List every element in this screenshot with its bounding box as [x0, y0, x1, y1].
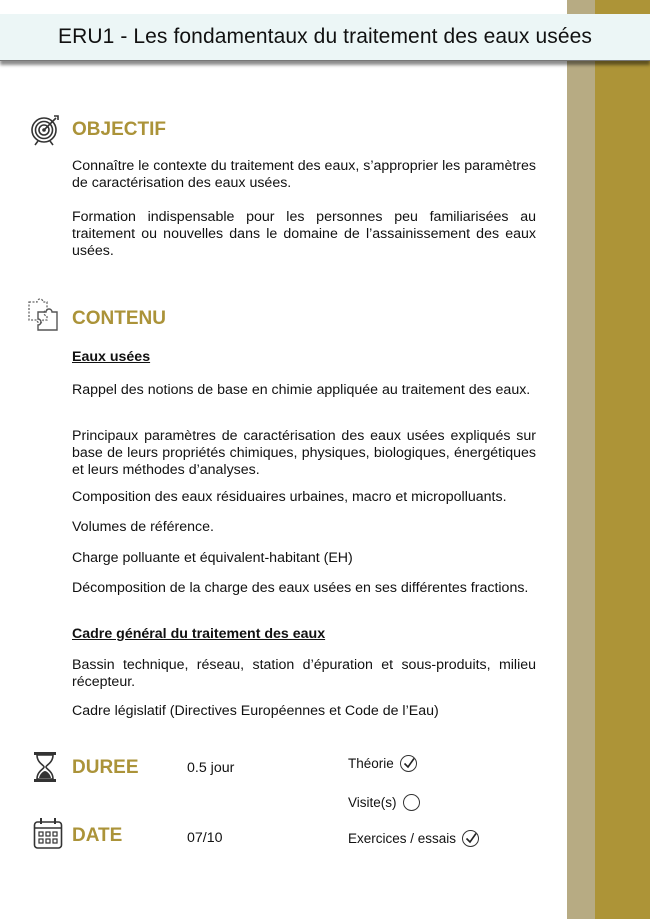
contenu-item-6: Décomposition de la charge des eaux usées en ses différentes fractions.: [72, 580, 529, 596]
page-title: ERU1 - Les fondamentaux du traitement des eaux usées: [57, 25, 592, 48]
duree-heading: [72, 757, 139, 779]
checked-circle-icon[interactable]: [462, 830, 479, 847]
check-exercices-label: Exercices / essais: [348, 831, 457, 846]
contenu-item-5: Charge polluante et équivalent-habitant (EH): [72, 550, 353, 566]
contenu-item-3: Composition des eaux résiduaires urbaines, macro et micropolluants.: [72, 489, 507, 505]
contenu-item-7: Bassin technique, réseau, station d’épuration et sous-produits, milieu récepteur.: [72, 657, 536, 690]
calendar-icon: [33, 817, 63, 850]
contenu-item-8: Cadre législatif (Directives Européennes et Code de l’Eau): [72, 703, 439, 719]
objectif-paragraph-2: Formation indispensable pour les personnes peu familiarisées au traitement ou nouvelles dans le domaine de l’assainissement des eaux usées.: [72, 209, 536, 259]
decorative-stripe-light: [567, 0, 595, 919]
contenu-title: CONTENU: [72, 308, 166, 329]
contenu-item-1: Rappel des notions de base en chimie appliquée au traitement des eaux.: [72, 382, 531, 398]
contenu-heading: [72, 308, 166, 330]
contenu-item-4: Volumes de référence.: [72, 519, 214, 535]
check-visites-label: Visite(s): [348, 795, 397, 810]
puzzle-icon: [26, 298, 60, 332]
duree-value: 0.5 jour: [187, 760, 235, 776]
subheading-cadre-general: Cadre général du traitement des eaux: [72, 626, 326, 642]
objectif-paragraph-1: Connaître le contexte du traitement des eaux, s’approprier les paramètres de caractérisation des eaux usées.: [72, 158, 536, 191]
check-visites[interactable]: [348, 794, 420, 811]
target-icon: [30, 114, 60, 146]
check-theorie-label: Théorie: [348, 756, 394, 771]
unchecked-circle-icon[interactable]: [403, 794, 420, 811]
objectif-heading: [72, 119, 166, 141]
contenu-item-2: Principaux paramètres de caractérisation des eaux usées expliqués sur base de leurs propriétés chimiques, physiques, biologiques, énergétiques et leurs méthodes d’analyses.: [72, 428, 536, 478]
decorative-stripe-dark: [595, 0, 650, 919]
date-title: DATE: [72, 825, 123, 846]
duree-title: DUREE: [72, 757, 139, 778]
subheading-eaux-usees: Eaux usées: [72, 349, 151, 365]
hourglass-icon: [33, 751, 57, 783]
date-value: 07/10: [187, 830, 223, 846]
checked-circle-icon[interactable]: [400, 755, 417, 772]
objectif-title: OBJECTIF: [72, 119, 166, 140]
page-header: [0, 14, 650, 61]
check-exercices[interactable]: [348, 830, 479, 847]
check-theorie[interactable]: [348, 755, 417, 772]
date-heading: [72, 825, 122, 847]
